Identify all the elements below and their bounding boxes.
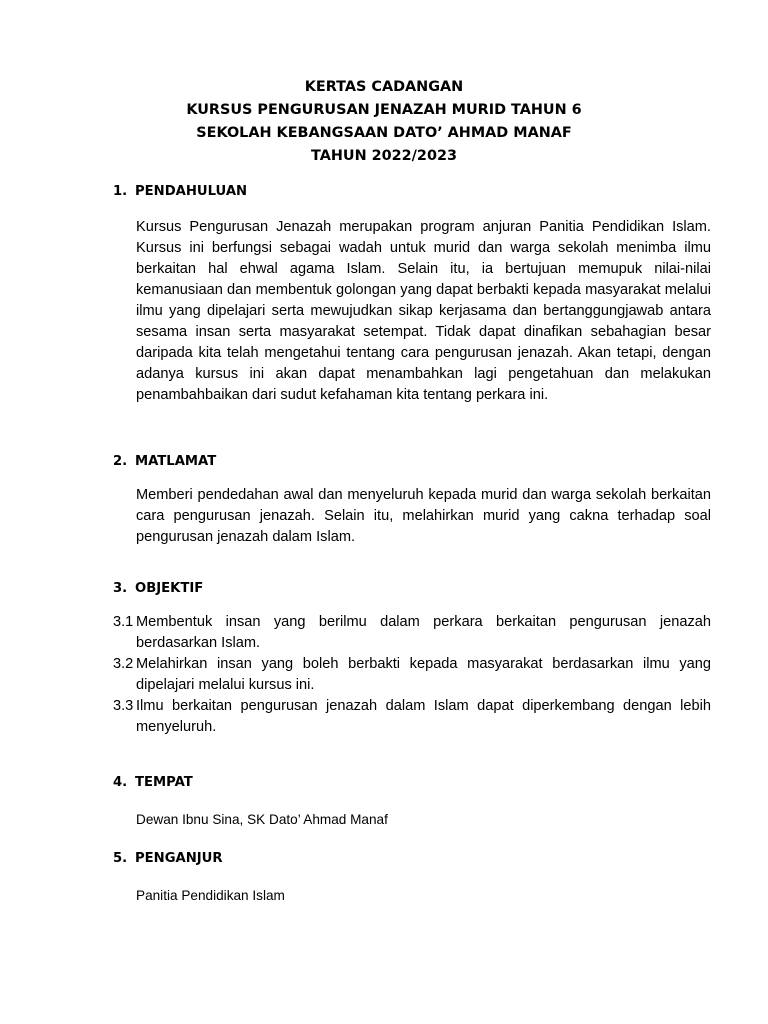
section-number: 2. <box>113 454 128 469</box>
header-line-3: SEKOLAH KEBANGSAAN DATO’ AHMAD MANAF <box>196 125 572 141</box>
section-number: 3. <box>113 581 128 596</box>
section-title: PENDAHULUAN <box>135 184 248 199</box>
section-number: 5. <box>113 851 128 866</box>
section-body-penganjur: Panitia Pendidikan Islam <box>136 888 285 903</box>
section-body-pendahuluan: Kursus Pengurusan Jenazah merupakan program anjuran Panitia Pendidikan Islam. Kursus ini berfungsi sebagai wadah untuk murid dan warga sekolah menimba ilmu berkaitan hal ehwal agama Islam. Selain itu, ia bertujuan memupuk nilai-nilai kemanusiaan dan membentuk golongan yang dapat berbakti kepada masyarakat melalui ilmu yang dipelajari serta mewujudkan sikap kerjasama dan bertanggungjawab antara sesama insan serta masyarakat setempat. Tidak dapat dinafikan sebahagian besar daripada kita telah mengetahui tentang cara pengurusan jenazah. Akan tetapi, dengan adanya kursus ini akan dapat menambahkan lagi pengetahuan dan melakukan penambahbaikan dari sudut kefahaman kita tentang perkara ini. <box>136 219 711 403</box>
objective-text: Membentuk insan yang berilmu dalam perkara berkaitan pengurusan jenazah berdasarkan Islam. <box>136 614 711 651</box>
section-heading-tempat <box>113 774 193 792</box>
section-heading-matlamat <box>113 453 216 471</box>
objective-text: Ilmu berkaitan pengurusan jenazah dalam Islam dapat diperkembang dengan lebih menyeluruh. <box>136 698 711 735</box>
header-line-2: KURSUS PENGURUSAN JENAZAH MURID TAHUN 6 <box>186 102 582 118</box>
section-title: PENGANJUR <box>135 851 223 866</box>
objective-item <box>113 696 711 738</box>
section-title: OBJEKTIF <box>135 581 204 596</box>
objective-list <box>113 612 711 738</box>
header-line-1: KERTAS CADANGAN <box>304 79 464 95</box>
objective-item <box>113 612 711 654</box>
section-heading-objektif <box>113 580 203 598</box>
objective-text: Melahirkan insan yang boleh berbakti kepada masyarakat berdasarkan ilmu yang dipelajari melalui kursus ini. <box>136 656 711 693</box>
header-line-4: TAHUN 2022/2023 <box>311 148 457 164</box>
objective-number: 3.3 <box>113 698 134 714</box>
section-body-matlamat: Memberi pendedahan awal dan menyeluruh kepada murid dan warga sekolah berkaitan cara pengurusan jenazah. Selain itu, melahirkan murid yang cakna terhadap soal pengurusan jenazah dalam Islam. <box>136 487 711 545</box>
section-heading-penganjur <box>113 850 223 868</box>
document-header <box>0 76 768 168</box>
objective-number: 3.2 <box>113 656 134 672</box>
section-number: 1. <box>113 184 128 199</box>
section-title: TEMPAT <box>135 775 193 790</box>
section-title: MATLAMAT <box>135 454 217 469</box>
section-body-tempat: Dewan Ibnu Sina, SK Dato’ Ahmad Manaf <box>136 812 388 827</box>
objective-item <box>113 654 711 696</box>
objective-number: 3.1 <box>113 614 134 630</box>
section-number: 4. <box>113 775 128 790</box>
section-heading-pendahuluan <box>113 183 247 201</box>
